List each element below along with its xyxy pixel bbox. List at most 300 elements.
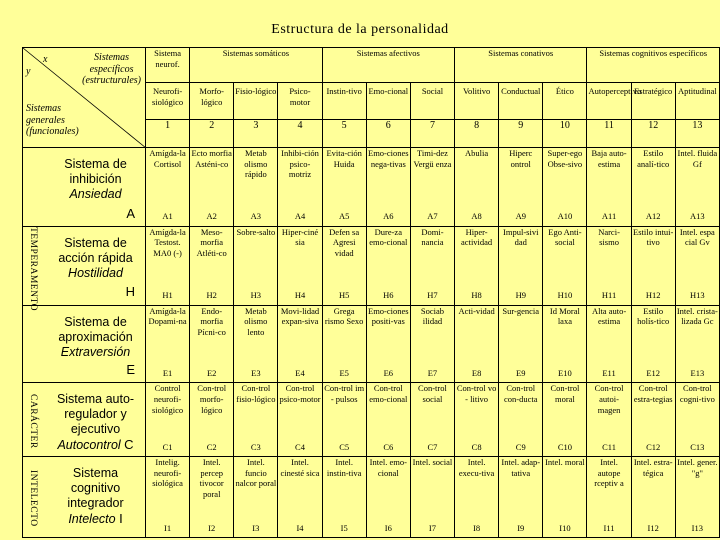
cell-code: C2	[206, 441, 217, 452]
cell-text: Estilo holís-tico	[637, 305, 670, 327]
cell-e10	[543, 305, 587, 383]
row-code: C	[124, 437, 134, 453]
cell-c6	[366, 383, 410, 457]
cell-text: Con-trol emo-cional	[369, 383, 408, 404]
cell-content	[677, 227, 718, 303]
corner-specific-systems-label	[82, 52, 141, 87]
cell-text: Alta auto-estima	[591, 305, 627, 327]
corner-general-line: (funcionales)	[26, 126, 79, 137]
cell-e7	[410, 305, 454, 383]
cell-content	[235, 148, 276, 224]
cell-content	[544, 227, 585, 303]
row-label-text	[50, 157, 141, 202]
cell-a13	[675, 148, 719, 227]
cell-e13	[675, 305, 719, 383]
cell-c4	[278, 383, 322, 457]
cell-content	[677, 306, 718, 381]
subcol-number-2: 2	[190, 119, 234, 147]
cell-code: E13	[690, 367, 705, 378]
cell-text: Intel. execu-tiva	[458, 457, 495, 478]
cell-i13	[675, 457, 719, 538]
cell-content	[368, 306, 409, 381]
cell-i3	[234, 457, 278, 538]
row-trait-name: Extraversión	[60, 344, 131, 359]
cell-code: H1	[162, 290, 173, 301]
cell-content	[279, 383, 320, 454]
group-header-1: Sistemas somáticos	[190, 48, 322, 83]
cell-text: Intel. crista-lizada Gc	[676, 305, 718, 327]
cell-code: C6	[383, 441, 394, 452]
cell-text: Con-trol psico-motor	[279, 383, 321, 404]
cell-text: Intel. gener. "g"	[677, 457, 718, 478]
row-system-name: Sistema cognitivo integrador	[67, 466, 124, 511]
cell-text: Impul-sivi dad	[503, 226, 539, 248]
table-row	[23, 457, 720, 538]
cell-code: A7	[427, 211, 438, 222]
cell-code: I1	[164, 522, 172, 533]
subcol-label-5: Instin-tivo	[322, 83, 366, 119]
cell-content	[279, 306, 320, 381]
cell-c2	[190, 383, 234, 457]
cell-text: Hiper-ciné sia	[281, 226, 319, 248]
cell-code: C9	[515, 441, 526, 452]
cell-h8	[455, 226, 499, 305]
cell-code: C11	[602, 441, 616, 452]
subcol-number-1: 1	[146, 119, 190, 147]
cell-text: Id Moral laxa	[549, 305, 580, 327]
row-label-text	[50, 392, 141, 453]
cell-e12	[631, 305, 675, 383]
cell-h13	[675, 226, 719, 305]
cell-i8	[455, 457, 499, 538]
cell-h2	[190, 226, 234, 305]
cell-content	[633, 148, 674, 224]
cell-a3	[234, 148, 278, 227]
cell-e5	[322, 305, 366, 383]
cell-code: A3	[250, 211, 262, 222]
group-header-4: Sistemas cognitivos específicos	[587, 48, 719, 83]
cell-e6	[366, 305, 410, 383]
cell-text: Grega rismo Sexo	[324, 305, 364, 327]
cell-code: I4	[296, 522, 304, 533]
cell-h9	[499, 226, 543, 305]
cell-content	[147, 383, 188, 454]
cell-code: H13	[690, 290, 705, 301]
subcol-label-4: Psico-motor	[278, 83, 322, 119]
cell-code: E1	[162, 367, 173, 378]
cell-a4	[278, 148, 322, 227]
row-system-name: Sistema de acción rápida	[58, 235, 133, 265]
cell-a11	[587, 148, 631, 227]
corner-y-label: y	[26, 66, 31, 77]
cell-text: Hiperc ontrol	[509, 148, 533, 169]
cell-a6	[366, 148, 410, 227]
row-label-text	[50, 466, 141, 527]
cell-content	[633, 383, 674, 454]
cell-content	[588, 148, 629, 224]
cell-i6	[366, 457, 410, 538]
cell-h12	[631, 226, 675, 305]
cell-text: Meso-morfia Atléti-co	[196, 226, 227, 259]
cell-content	[368, 383, 409, 454]
row-trait-name: Hostilidad	[68, 265, 123, 280]
cell-h5	[322, 226, 366, 305]
cell-code: I6	[384, 522, 392, 533]
cell-c9	[499, 383, 543, 457]
cell-code: A4	[294, 211, 306, 222]
cell-i12	[631, 457, 675, 538]
cell-text: Dure-za emo-cional	[369, 226, 408, 248]
cell-content	[412, 227, 453, 303]
cell-h3	[234, 226, 278, 305]
cell-h1	[146, 226, 190, 305]
cell-i2	[190, 457, 234, 538]
cell-code: C1	[162, 441, 173, 452]
cell-code: I7	[428, 522, 436, 533]
cell-text: Domi-nancia	[421, 226, 444, 248]
cell-content	[677, 383, 718, 454]
corner-specific-line: específicos	[89, 63, 134, 75]
subcol-label-10: Ético	[543, 83, 587, 119]
subcol-number-4: 4	[278, 119, 322, 147]
cell-content	[412, 148, 453, 224]
cell-content	[456, 306, 497, 381]
cell-code: H4	[294, 290, 306, 301]
cell-i1	[146, 457, 190, 538]
cell-e3	[234, 305, 278, 383]
cell-text: Evita-ción Huida	[326, 148, 362, 169]
corner-cell	[23, 48, 146, 148]
cell-c12	[631, 383, 675, 457]
cell-text: Sur-gencia	[502, 305, 540, 316]
subcol-label-13: Aptitudinal	[675, 83, 719, 119]
cell-text: Movi-lidad expan-siva	[280, 305, 320, 327]
cell-text: Intel. autope rceptiv a	[594, 457, 624, 489]
cell-e1	[146, 305, 190, 383]
row-code: E	[126, 362, 135, 378]
cell-code: I11	[603, 522, 615, 533]
cell-content	[412, 306, 453, 381]
cell-text: Metab olismo lento	[244, 305, 268, 337]
cell-c1	[146, 383, 190, 457]
cell-content	[633, 457, 674, 535]
cell-text: Super-ego Obse-sivo	[547, 148, 583, 169]
cell-text: Defen sa Agresi vidad	[329, 226, 360, 259]
cell-text: Con-trol fisio-lógico	[236, 383, 276, 404]
row-trait-name: Ansiedad	[69, 187, 122, 201]
cell-code: C8	[471, 441, 482, 452]
cell-c3	[234, 383, 278, 457]
cell-code: A11	[601, 211, 617, 222]
cell-content	[324, 383, 365, 454]
cell-code: H9	[515, 290, 526, 301]
cell-code: E2	[206, 367, 217, 378]
cell-c10	[543, 383, 587, 457]
subcol-label-2: Morfo-lógico	[190, 83, 234, 119]
cell-code: A5	[338, 211, 350, 222]
cell-content	[191, 148, 232, 224]
cell-content	[588, 227, 629, 303]
cell-content	[235, 227, 276, 303]
subcol-label-7: Social	[410, 83, 454, 119]
subcol-number-11: 11	[587, 119, 631, 147]
cell-h10	[543, 226, 587, 305]
subcol-number-5: 5	[322, 119, 366, 147]
cell-code: C5	[339, 441, 350, 452]
cell-code: C4	[295, 441, 305, 452]
cell-code: I2	[208, 522, 216, 533]
subcol-number-3: 3	[234, 119, 278, 147]
subcol-label-12: Estratégico	[631, 83, 675, 119]
cell-a8	[455, 148, 499, 227]
cell-code: H12	[645, 290, 661, 301]
row-code: H	[125, 284, 135, 300]
row-label-text	[50, 236, 141, 281]
cell-content	[456, 383, 497, 454]
cell-code: H6	[383, 290, 394, 301]
cell-content	[544, 306, 585, 381]
cell-i4	[278, 457, 322, 538]
cell-content	[588, 306, 629, 381]
cell-text: Con-trol social	[418, 383, 447, 404]
cell-text: Intel. estra-tégica	[633, 457, 673, 478]
subcol-number-12: 12	[631, 119, 675, 147]
cell-text: Narci-sismo	[598, 226, 620, 248]
cell-i5	[322, 457, 366, 538]
cell-a7	[410, 148, 454, 227]
cell-content	[235, 383, 276, 454]
cell-text: Baja auto-estima	[591, 148, 627, 169]
table-row	[23, 305, 720, 383]
cell-text: Con-trol con-ducta	[504, 383, 538, 404]
subcol-label-6: Emo-cional	[366, 83, 410, 119]
cell-text: Inhibi-ción psico-motriz	[281, 148, 319, 180]
cell-text: Intel. moral	[545, 457, 585, 468]
cell-code: I3	[252, 522, 260, 533]
table-row	[23, 226, 720, 305]
cell-content	[235, 306, 276, 381]
cell-content	[588, 383, 629, 454]
cell-code: H3	[250, 290, 262, 301]
cell-content	[324, 148, 365, 224]
cell-content	[544, 457, 585, 535]
cell-a12	[631, 148, 675, 227]
cell-c8	[455, 383, 499, 457]
cell-text: Emo-ciones nega-tivas	[368, 148, 409, 169]
cell-text: Con-trol im - pulsos	[324, 383, 365, 404]
cell-text: Metab olismo rápido	[244, 148, 268, 180]
cell-code: E11	[602, 367, 616, 378]
subcol-number-8: 8	[455, 119, 499, 147]
cell-text: Intelig. neurofi-siológica	[152, 457, 183, 489]
cell-text: Ecto morfia Asténi-co	[191, 148, 232, 169]
group-header-3: Sistemas conativos	[455, 48, 587, 83]
corner-specific-line: Sistemas	[94, 52, 130, 63]
cell-h7	[410, 226, 454, 305]
cell-code: I5	[340, 522, 348, 533]
cell-e2	[190, 305, 234, 383]
cell-text: Intel. percep tivocor poral	[199, 457, 224, 499]
cell-code: C10	[557, 441, 572, 452]
cell-code: H10	[557, 290, 573, 301]
vertical-label-caracter: CARÁCTER	[28, 394, 38, 449]
subcol-number-6: 6	[366, 119, 410, 147]
cell-text: Hiper-actividad	[461, 226, 493, 248]
cell-text: Estilo analí-tico	[637, 148, 670, 169]
cell-code: H11	[601, 290, 617, 301]
table-row	[23, 148, 720, 227]
cell-content	[633, 227, 674, 303]
subcol-number-9: 9	[499, 119, 543, 147]
cell-content	[368, 457, 409, 535]
cell-text: Ego Anti-social	[548, 226, 582, 248]
cell-code: I12	[647, 522, 659, 533]
cell-text: Sobre-salto	[236, 226, 276, 237]
cell-code: E4	[295, 367, 305, 378]
cell-content	[456, 148, 497, 224]
cell-content	[677, 457, 718, 535]
cell-code: A10	[557, 211, 573, 222]
cell-content	[279, 148, 320, 224]
cell-code: I9	[517, 522, 525, 533]
cell-i9	[499, 457, 543, 538]
cell-text: Con-trol morfo-lógico	[197, 383, 227, 415]
cell-e9	[499, 305, 543, 383]
cell-a2	[190, 148, 234, 227]
cell-content	[279, 457, 320, 535]
cell-code: A1	[162, 211, 173, 222]
cell-content	[500, 457, 541, 535]
cell-i7	[410, 457, 454, 538]
cell-code: H2	[206, 290, 217, 301]
cell-i11	[587, 457, 631, 538]
cell-text: Intel. instin-tiva	[326, 457, 362, 478]
vertical-label-temperamento: TEMPERAMENTO	[28, 226, 38, 311]
cell-text: Amígda-la Testost. MA0 (-)	[149, 226, 186, 259]
subcol-number-10: 10	[543, 119, 587, 147]
cell-a10	[543, 148, 587, 227]
table-row	[23, 383, 720, 457]
cell-c13	[675, 383, 719, 457]
cell-h4	[278, 226, 322, 305]
cell-code: A2	[206, 211, 217, 222]
subcol-number-13: 13	[675, 119, 719, 147]
cell-text: Amígda-la Dopami-na	[148, 305, 187, 327]
cell-content	[544, 148, 585, 224]
cell-text: Sociab ilidad	[420, 305, 445, 327]
cell-code: E7	[427, 367, 438, 378]
cell-text: Intel. fluida Gf	[677, 148, 718, 169]
cell-code: A8	[471, 211, 482, 222]
cell-content	[456, 457, 497, 535]
cell-c7	[410, 383, 454, 457]
cell-text: Emo-ciones positi-vas	[368, 305, 409, 327]
cell-text: Abulia	[465, 148, 489, 158]
cell-c11	[587, 383, 631, 457]
cell-content	[147, 148, 188, 224]
cell-a9	[499, 148, 543, 227]
cell-text: Con-trol cogni-tivo	[679, 383, 715, 404]
cell-content	[368, 148, 409, 224]
cell-text: Intel. espa cial Gv	[679, 226, 715, 248]
cell-content	[191, 306, 232, 381]
cell-code: C12	[646, 441, 661, 452]
cell-text: Endo-morfia Pícni-co	[197, 305, 226, 337]
cell-content	[191, 383, 232, 454]
subcol-label-1: Neurofi-siológico	[146, 83, 190, 119]
row-system-name: Sistema auto-regulador y ejecutivo	[56, 392, 135, 437]
cell-text: Amígda-la Cortisol	[149, 148, 186, 169]
cell-code: H5	[338, 290, 350, 301]
cell-content	[235, 457, 276, 535]
cell-a1	[146, 148, 190, 227]
cell-c5	[322, 383, 366, 457]
cell-code: H8	[471, 290, 482, 301]
cell-content	[500, 306, 541, 381]
cell-code: C3	[250, 441, 261, 452]
cell-content	[279, 227, 320, 303]
cell-text: Intel. cinesté sica	[280, 457, 320, 478]
subcol-label-8: Volitivo	[455, 83, 499, 119]
vertical-label-intelecto: INTELECTO	[28, 469, 38, 527]
cell-text: Estilo intui-tivo	[633, 226, 674, 248]
cell-content	[412, 457, 453, 535]
personality-structure-table	[22, 47, 720, 538]
cell-content	[147, 227, 188, 303]
cell-code: A12	[645, 211, 661, 222]
cell-content	[412, 383, 453, 454]
subcol-label-11: Autoperceptivo	[587, 83, 631, 119]
row-code: A	[126, 205, 135, 221]
cell-code: E6	[383, 367, 394, 378]
cell-content	[544, 383, 585, 454]
cell-content	[147, 457, 188, 535]
corner-x-label: x	[43, 54, 48, 65]
cell-code: C7	[427, 441, 438, 452]
cell-text: Con-trol autoi-magen	[594, 383, 624, 415]
cell-code: I10	[559, 522, 571, 533]
cell-code: E9	[516, 367, 526, 378]
row-label-text	[50, 315, 141, 360]
group-header-2: Sistemas afectivos	[322, 48, 454, 83]
row-code: I	[119, 511, 123, 527]
cell-content	[500, 383, 541, 454]
cell-code: A9	[515, 211, 526, 222]
cell-content	[677, 148, 718, 224]
subcol-number-7: 7	[410, 119, 454, 147]
cell-code: I8	[473, 522, 481, 533]
cell-e4	[278, 305, 322, 383]
subcol-label-9: Conductual	[499, 83, 543, 119]
cell-code: E12	[646, 367, 661, 378]
cell-code: I13	[691, 522, 704, 533]
col-header-sistema-neurof: Sistema neurof.	[146, 48, 190, 83]
cell-text: Acti-vidad	[458, 305, 495, 316]
cell-content	[147, 306, 188, 381]
cell-code: A13	[690, 211, 705, 222]
cell-code: E5	[339, 367, 349, 378]
cell-code: C13	[690, 441, 705, 452]
cell-code: E8	[471, 367, 482, 378]
cell-code: A6	[383, 211, 394, 222]
cell-text: Intel. funcio nalcor poral	[235, 457, 277, 489]
cell-e8	[455, 305, 499, 383]
row-trait-name: Autocontrol	[57, 438, 121, 453]
cell-text: Con-trol vo - litivo	[456, 383, 497, 404]
corner-general-systems-label	[26, 103, 79, 138]
subcol-label-3: Fisio-lógico	[234, 83, 278, 119]
cell-content	[324, 227, 365, 303]
